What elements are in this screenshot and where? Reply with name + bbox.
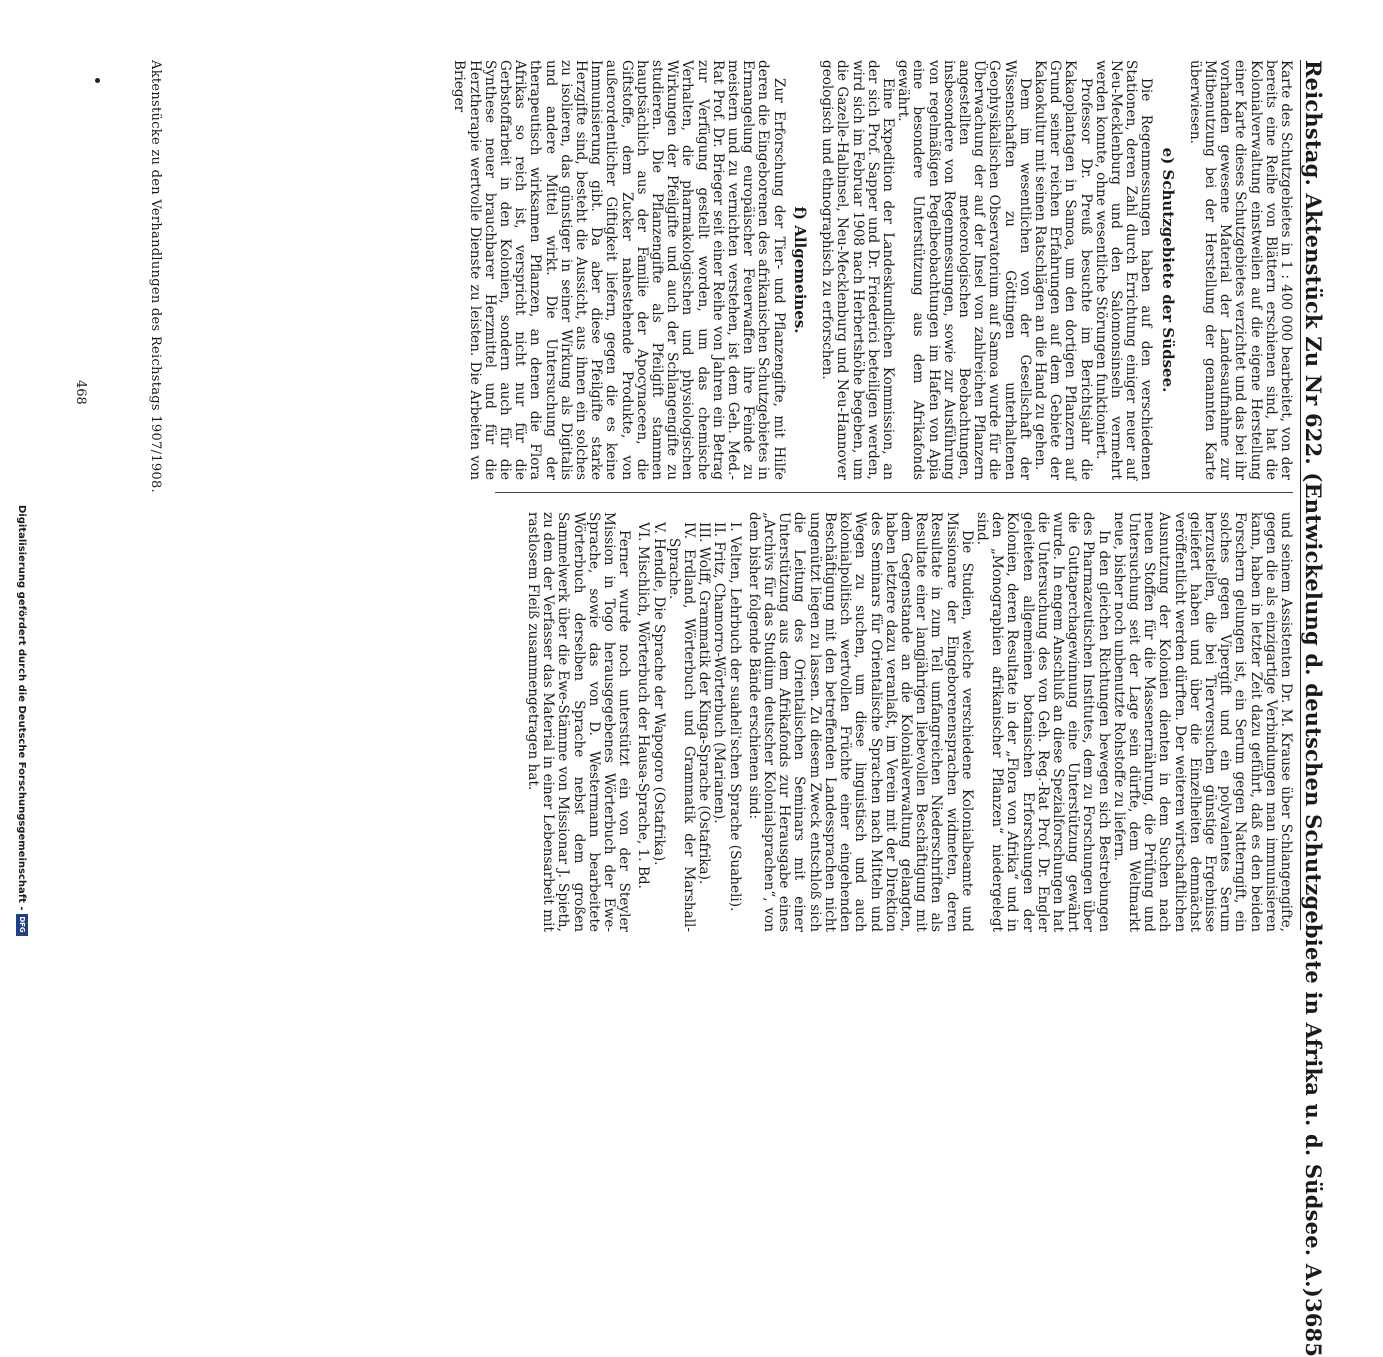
right-paragraph: Ferner wurde noch unterstützt ein von der Steyler Mission in Togo herausgegebenes Wörterbuch der Ewe-Sprache, sowie das von D. Westermann bearbeitete Wörterbuch derselben Sprache nebst dem großen Sammelwerk über die Ewe-Stämme von Missionar J. Spieth, zu dem der Verfasser das Material in einer Lebensarbeit mit rastlosem Fleiß zusammengetragen hat. [525, 512, 633, 932]
page-header [1300, 60, 1335, 1357]
book-list [635, 512, 741, 932]
left-paragraph: Zur Erforschung der Tier- und Pflanzengifte, mit Hilfe deren die Eingeborenen des afrikanischen Schutzgebietes in Ermangelung europäischer Feuerwaffen ihre Feinde zu meistern und zu vernichten verstehen, ist dem Geh. Med.-Rat Prof. Dr. Brieger seit einer Reihe von Jahren ein Betrag zur Verfügung gestellt worden, um das chemische Verhalten, die pharmakologischen und physiologischen Wirkungen der Pfeilgifte und auch der Schlangengifte zu studieren. Die Pflanzengifte als Pfeilgift stammen hauptsächlich aus der Familie der Apocynaceen, die Giftstoffe, dem Zucker nahestehende Produkte, von außerordentlicher Giftigkeit liefern, gegen die es keine Immunisierung gibt. Da aber diese Pfeilgifte starke Herzgifte sind, besteht die Aussicht, aus ihnen ein solches zu isolieren, das günstiger in seiner Wirkung als Digitalis und andere Mittel wirkt. Die Untersuchung der therapeutisch wirksamen Pflanzen, an denen die Flora Afrikas so reich ist, verspricht nicht nur für die Gerbstoffarbeit in den Kolonien, sondern auch für die Synthese neuer brauchbarer Herzmittel und für die Herztherapie wertvolle Dienste zu leisten. Die Arbeiten von Brieger [451, 60, 787, 480]
page-footer: Aktenstücke zu den Verhandlungen des Reichstags 1907/1908. [148, 60, 163, 493]
bullet-mark [95, 78, 100, 83]
header-title: Reichstag. Aktenstück Zu Nr 622. (Entwickelung d. deutschen Schutzgebiete in Afrika u. d. Südsee. A.) [1301, 60, 1326, 1298]
digitization-credit [16, 505, 28, 936]
left-paragraph: Professor Dr. Preuß besuchte im Berichtsjahr die Kakaoplantagen in Samoa, um den dortigen Pflanzern auf Grund seiner reichen Erfahrungen auf dem Gebiete der Kakaokultur mit seinen Ratschlägen an die Hand zu gehen. [1031, 60, 1094, 480]
left-paragraph: Dem im wesentlichen von der Gesellschaft der Wissenschaften zu Göttingen unterhaltenen Geophysikalischen Observatorium auf Samoa wurde für die Überwachung der auf der Insel von zahlreichen Pflanzern angestellten meteorologischen Beobachtungen, insbesondere von Regenmessungen, sowie zur Ausführung von regelmäßigen Pegelbeobachtungen im Hafen von Apia eine besondere Unterstützung aus dem Afrikafonds gewährt. [895, 60, 1033, 480]
left-paragraph: Eine Expedition der Landeskundlichen Kommission, an der sich Prof. Sapper und Dr. Friederici beteiligen werden, wird sich im Februar 1908 nach Herbertshöhe begeben, um die Gazelle-Halbinsel, Neu-Mecklenburg und Neu-Hannover geologisch und ethnographisch zu erforschen. [819, 60, 896, 480]
left-paragraph: Karte des Schutzgebietes in 1 : 400 000 bearbeitet, von der bereits eine Reihe von Blättern erschienen sind, hat die Kolonialverwaltung einstweilen auf die eigene Herstellung einer Karte dieses Schutzgebietes verzichtet und das bei ihr vorhanden gewesene Material der Landesaufnahme zur Mitbenutzung bei der Herstellung der genannten Karte überwiesen. [1186, 60, 1294, 480]
book-list-item: II. Fritz, Chamorro-Wörterbuch (Marianen). [711, 522, 728, 824]
right-column [525, 512, 1293, 932]
left-paragraph: Die Regenmessungen haben auf den verschiedenen Stationen, deren Zahl durch Errichtung einiger neuer auf Neu-Mecklenburg und den Salomonsinseln vermehrt werden konnte, ohne wesentliche Störungen funktioniert. [1092, 60, 1155, 480]
right-paragraph: Die Studien, welche verschiedene Kolonialbeamte und Missionare der Eingeborenensprachen widmeten, deren Resultate in zum Teil umfangreichen Niederschriften als Resultate einer langjährigen liebevollen Beschäftigung mit dem Gegenstande an die Kolonialverwaltung gelangten, haben letztere dazu veranlaßt, im Verein mit der Direktion des Seminars für Orientalische Sprachen nach Mitteln und Wegen zu suchen, um diese linguistisch und auch kolonialpolitisch wertvollen Früchte einer eingehenden Beschäftigung mit den betreffenden Landessprachen nicht ungenützt liegen zu lassen. Zu diesem Zweck entschloß sich die Leitung des Orientalischen Seminars mit einer Unterstützung aus dem Afrikafonds zur Herausgabe eines „Archivs für das Studium deutscher Kolonialsprachen“, von dem bisher folgende Bände erschienen sind: [745, 512, 975, 932]
column-divider [495, 492, 1293, 493]
dfg-logo-icon: DFG [16, 914, 28, 936]
book-list-item: IV. Erdland, Wörterbuch und Grammatik der Marshall-Sprache. [665, 522, 698, 932]
section-heading-allgemeines: f) Allgemeines. [790, 206, 809, 334]
credit-text: Digitalisierung gefördert durch die Deutsche Forschungsgemeinschaft - [16, 505, 28, 911]
section-heading-suedsee: e) Schutzgebiete der Südsee. [1158, 147, 1177, 393]
book-list-item: V. Hendle, Die Sprache der Wapogoro (Ostafrika). [650, 522, 667, 866]
right-paragraph: und seinem Assistenten Dr. M. Krause über Schlangengifte, gegen die als einzigartige Verbindungen man immunisieren kann, haben in letzter Zeit dazu geführt, daß es den beiden Forschern gelungen ist, ein Serum gegen Natterngift, ein solches gegen Vipergift und ein polyvalentes Serum herzustellen, die bei Tierversuchen günstige Ergebnisse geliefert haben und über die Einzelheiten demnächst veröffentlicht werden dürften. Der weiteren wirtschaftlichen Ausnutzung der Kolonien dienten in dem Suchen nach neuen Stoffen für die Massenernährung, die Prüfung und Untersuchung seit der Lage sein dürfte, dem Weltmarkt neue, bisher noch unbenutzte Rohstoffe zu liefern. [1110, 512, 1294, 932]
book-list-item: VI. Mischlich, Wörterbuch der Hausa-Sprache, 1. Bd. [635, 522, 652, 889]
book-list-item: I. Velten, Lehrbuch der suaheli'schen Sprache (Suaheli). [726, 522, 743, 912]
footer-page-number: 468 [73, 380, 88, 405]
book-list-item: III. Wolff, Grammatik der Kinga-Sprache (Ostafrika). [696, 522, 713, 885]
right-paragraph: In den gleichen Richtungen bewegen sich Bestrebungen des Pharmazeutischen Institutes, dem zu Forschungen über die Guttaperchagewinnung eine Unterstützung gewährt wurde. In engem Anschluß an diese Spezialforschungen hat die Untersuchung des von Geh. Reg.-Rat Prof. Dr. Engler geleiteten allgemeinen botanischen Erforschungen der Kolonien, deren Resultate in der „Flora von Afrika“ und in den „Monographien afrikanischer Pflanzen“ niedergelegt sind. [973, 512, 1112, 932]
header-page-number: 3685 [1301, 1297, 1326, 1357]
left-column [451, 60, 1293, 480]
